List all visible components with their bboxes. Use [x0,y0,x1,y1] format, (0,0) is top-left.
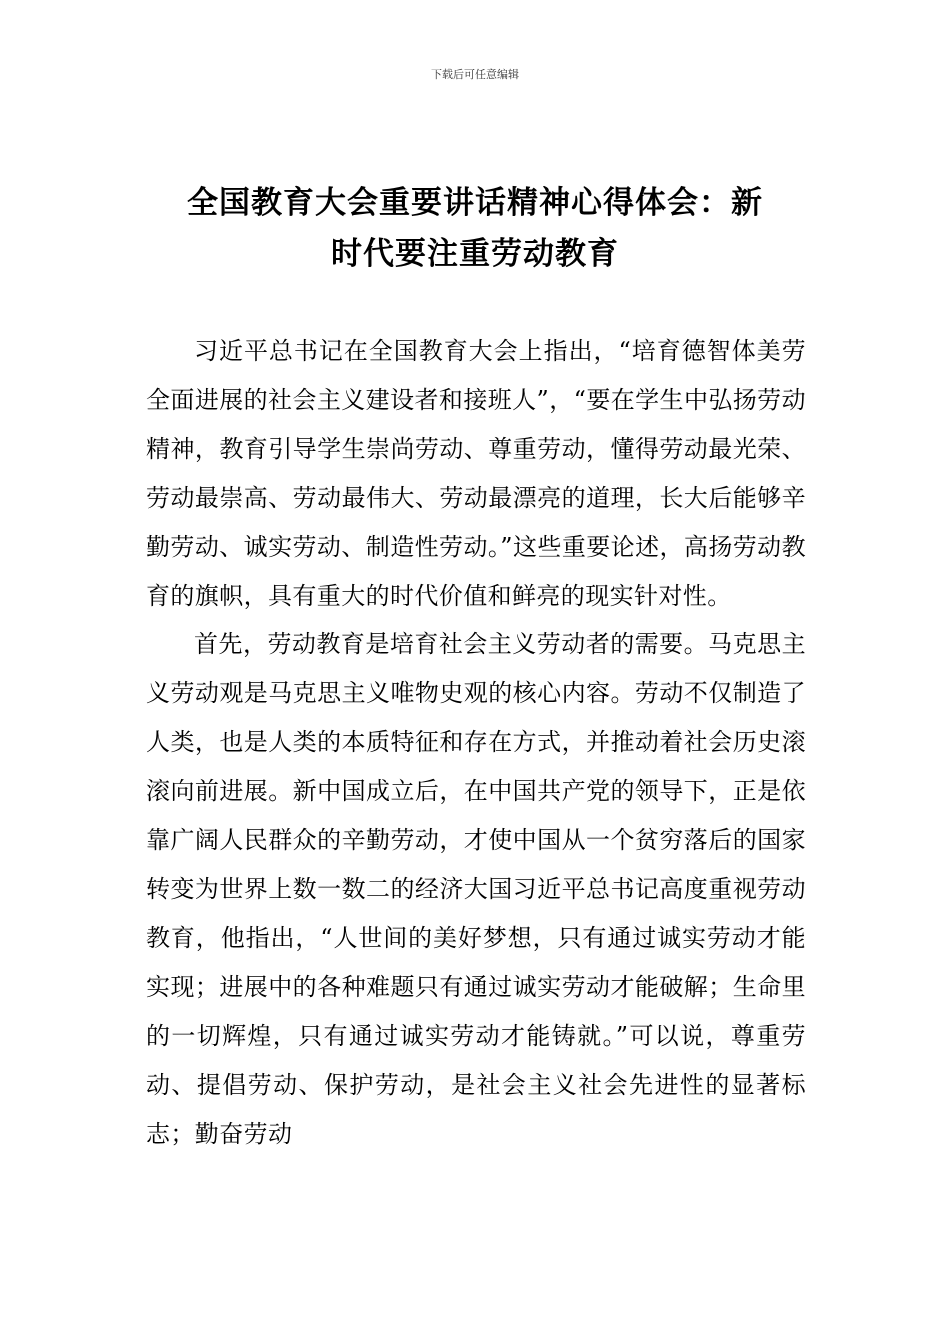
title-line-2: 时代要注重劳动教育 [331,236,619,272]
paragraph-2: 首先，劳动教育是培育社会主义劳动者的需要。马克思主义劳动观是马克思主义唯物史观的核心内容。劳动不仅制造了人类，也是人类的本质特征和存在方式，并推动着社会历史滚滚向前进展。新中国成立后，在中国共产党的领导下，正是依靠广阔人民群众的辛勤劳动，才使中国从一个贫穷落后的国家转变为世界上数一数二的经济大国习近平总书记高度重视劳动教育，他指出，“人世间的美好梦想，只有通过诚实劳动才能实现；进展中的各种难题只有通过诚实劳动才能破解；生命里的一切辉煌，只有通过诚实劳动才能铸就。”可以说，尊重劳动、提倡劳动、保护劳动，是社会主义社会先进性的显著标志；勤奋劳动 [146,630,806,1148]
document-title [150,178,800,280]
header-note: 下载后可任意编辑 [431,68,519,81]
title-line-1: 全国教育大会重要讲话精神心得体会：新 [187,185,763,221]
paragraph-1: 习近平总书记在全国教育大会上指出，“培育德智体美劳全面进展的社会主义建设者和接班人”，“要在学生中弘扬劳动精神，教育引导学生崇尚劳动、尊重劳动，懂得劳动最光荣、劳动最崇高、劳动最伟大、劳动最漂亮的道理，长大后能够辛勤劳动、诚实劳动、制造性劳动。”这些重要论述，高扬劳动教育的旗帜，具有重大的时代价值和鲜亮的现实针对性。 [146,337,806,610]
document-body [146,327,806,1158]
